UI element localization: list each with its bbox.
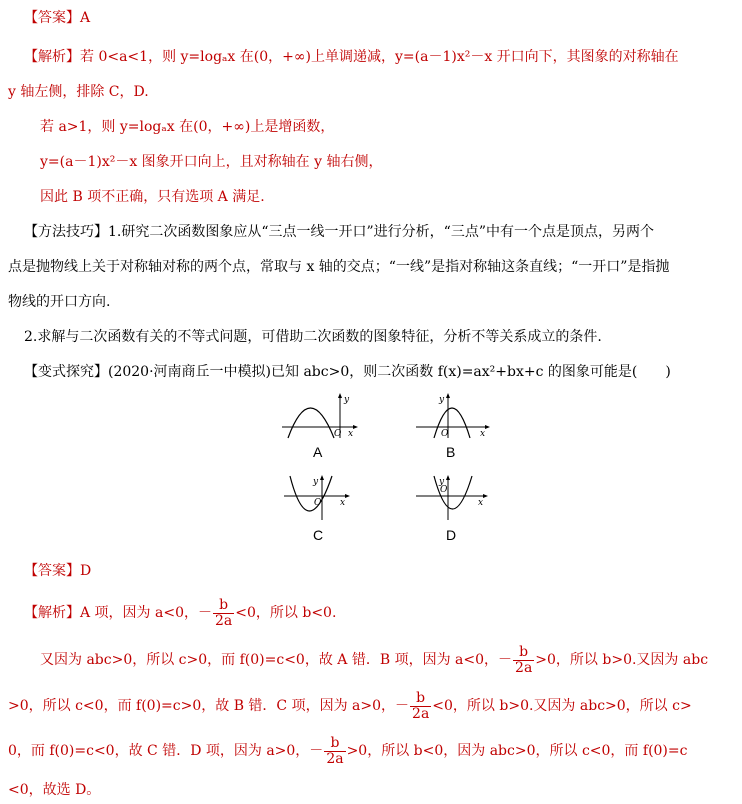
x-label: x: [478, 498, 484, 508]
graph-option-b: [412, 390, 492, 440]
variant-heading: 【变式探究】: [24, 364, 108, 380]
x-arrow-icon: [485, 425, 490, 429]
x-arrow-icon: [483, 494, 488, 498]
analysis2-line-2: [40, 643, 708, 677]
option-c-label: C: [313, 527, 324, 543]
option-b-label: B: [446, 444, 456, 460]
parabola-curve: [288, 408, 334, 438]
method-line-2: 点是抛物线上关于对称轴对称的两个点，常取与 x 轴的交点；“一线”是指对称轴这条直线；“一开口”是指抛: [8, 259, 670, 275]
fraction-denominator: 2a: [412, 705, 430, 722]
analysis2-text-b2: >0，所以 b>0.又因为 abc: [535, 652, 709, 668]
analysis-line-4: y=(a－1)x²－x 图象开口向上，且对称轴在 y 轴右侧，: [40, 154, 383, 170]
y-label: y: [439, 477, 445, 487]
analysis2-text-d1: 0，而 f(0)=c<0，故 C 错．D 项，因为 a>0，－: [8, 743, 324, 759]
parabola-curve: [434, 408, 470, 438]
x-label: x: [340, 498, 346, 508]
answer-value: A: [80, 10, 91, 26]
x-arrow-icon: [353, 425, 358, 429]
fraction-numerator: b: [513, 645, 534, 661]
analysis-line-3: 若 a>1，则 y=logₐx 在(0，+∞)上是增函数，: [40, 119, 335, 135]
answer-heading-2: 【答案】: [24, 563, 80, 579]
analysis2-text-d2: >0，所以 b<0，因为 abc>0，所以 c<0，而 f(0)=c: [346, 743, 688, 759]
origin-label: O: [314, 498, 322, 508]
analysis2-line-3: [8, 689, 692, 723]
origin-label: O: [440, 485, 448, 495]
origin-label: O: [441, 429, 449, 439]
answer-heading: 【答案】: [24, 10, 80, 26]
analysis-heading: 【解析】: [24, 49, 80, 65]
fraction-denominator: 2a: [215, 612, 233, 629]
answer-value-2: D: [80, 563, 92, 579]
fraction-denominator: 2a: [515, 659, 533, 676]
x-arrow-icon: [345, 494, 350, 498]
variant-line: [24, 362, 671, 382]
y-label: y: [344, 395, 350, 405]
fraction-b-over-2a: [324, 736, 345, 767]
fraction-b-over-2a: [213, 598, 234, 629]
method-line-1: [24, 222, 654, 242]
fraction-b-over-2a: [410, 691, 431, 722]
analysis2-line-4: [8, 734, 687, 768]
analysis-line-1: [24, 47, 679, 67]
method-heading: 【方法技巧】: [24, 224, 108, 240]
method-line-3: 物线的开口方向.: [8, 294, 111, 310]
fraction-numerator: b: [324, 736, 345, 752]
analysis2-line-1: [24, 596, 336, 630]
analysis2-heading: 【解析】: [24, 605, 80, 621]
y-label: y: [439, 395, 445, 405]
method-text-1: 1.研究二次函数图象应从“三点一线一开口”进行分析，“三点”中有一个点是顶点，另两个: [108, 224, 654, 240]
graph-option-d: [414, 472, 494, 522]
y-arrow-icon: [320, 475, 324, 480]
method-line-4: 2.求解与二次函数有关的不等式问题，可借助二次函数的图象特征，分析不等关系成立的条件.: [24, 329, 602, 345]
fraction-numerator: b: [410, 691, 431, 707]
option-d-label: D: [446, 527, 457, 543]
fraction-b-over-2a: [513, 645, 534, 676]
variant-text: (2020·河南商丘一中模拟)已知 abc>0，则二次函数 f(x)=ax²+bx+c 的图象可能是( ): [108, 364, 671, 380]
analysis-text-1: 若 0<a<1，则 y=logₐx 在(0，+∞)上单调递减，y=(a－1)x²－x 开口向下，其图象的对称轴在: [80, 49, 679, 65]
x-label: x: [348, 429, 354, 439]
analysis2-text-c1: >0，所以 c<0，而 f(0)=c>0，故 B 错．C 项，因为 a>0，－: [8, 698, 410, 714]
analysis2-text-a1: A 项，因为 a<0，－: [80, 605, 212, 621]
fraction-numerator: b: [213, 598, 234, 614]
x-label: x: [480, 429, 486, 439]
y-arrow-icon: [446, 393, 450, 398]
graph-option-a: [280, 390, 360, 440]
answer-line-1: [24, 8, 90, 28]
origin-label: O: [334, 429, 342, 439]
analysis-line-5: 因此 B 项不正确，只有选项 A 满足.: [40, 189, 265, 205]
graph-option-c: [282, 472, 362, 522]
y-label: y: [313, 477, 319, 487]
fraction-denominator: 2a: [326, 750, 344, 767]
analysis2-text-b1: 又因为 abc>0，所以 c>0，而 f(0)=c<0，故 A 错．B 项，因为 a<0，－: [40, 652, 513, 668]
parabola-curve: [290, 476, 332, 511]
answer-line-2: [24, 561, 91, 581]
analysis-line-2: y 轴左侧，排除 C，D.: [8, 84, 149, 100]
y-arrow-icon: [446, 475, 450, 480]
analysis2-text-c2: <0，所以 b>0.又因为 abc>0，所以 c>: [432, 698, 692, 714]
y-arrow-icon: [338, 393, 342, 398]
option-a-label: A: [313, 444, 323, 460]
analysis2-text-a2: <0，所以 b<0.: [235, 605, 337, 621]
analysis2-line-5: <0，故选 D。: [8, 782, 101, 798]
